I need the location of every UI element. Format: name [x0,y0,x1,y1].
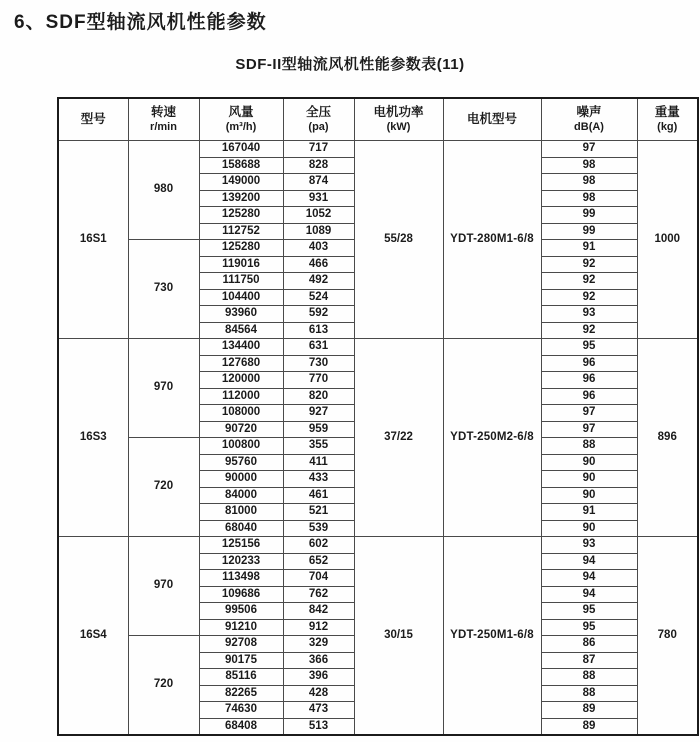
pressure-cell: 704 [283,570,354,587]
speed-cell: 980 [128,141,199,240]
pressure-cell: 403 [283,240,354,257]
col-header-pressure [283,98,354,141]
noise-cell: 88 [541,438,637,455]
col-header-label: 转速 [150,105,176,120]
col-header-speed [128,98,199,141]
pressure-cell: 874 [283,174,354,191]
motor-power-cell: 55/28 [354,141,443,339]
airflow-cell: 74630 [199,702,283,719]
noise-cell: 88 [541,669,637,686]
noise-cell: 93 [541,306,637,323]
pressure-cell: 592 [283,306,354,323]
pressure-cell: 473 [283,702,354,719]
pressure-cell: 652 [283,553,354,570]
airflow-cell: 95760 [199,454,283,471]
col-header-weight [637,98,698,141]
noise-cell: 87 [541,652,637,669]
speed-cell: 970 [128,339,199,438]
airflow-cell: 120233 [199,553,283,570]
motor-power-cell: 30/15 [354,537,443,736]
pressure-cell: 820 [283,388,354,405]
pressure-cell: 927 [283,405,354,422]
airflow-cell: 90720 [199,421,283,438]
noise-cell: 97 [541,141,637,158]
noise-cell: 89 [541,702,637,719]
airflow-cell: 91210 [199,619,283,636]
airflow-cell: 68040 [199,520,283,537]
pressure-cell: 466 [283,256,354,273]
airflow-cell: 108000 [199,405,283,422]
pressure-cell: 828 [283,157,354,174]
noise-cell: 96 [541,372,637,389]
motor-model-cell: YDT-250M2-6/8 [443,339,541,537]
airflow-cell: 134400 [199,339,283,356]
weight-cell: 1000 [637,141,698,339]
col-header-sub: r/min [150,121,177,134]
noise-cell: 94 [541,570,637,587]
noise-cell: 86 [541,636,637,653]
airflow-cell: 81000 [199,504,283,521]
weight-cell: 780 [637,537,698,736]
noise-cell: 95 [541,339,637,356]
pressure-cell: 842 [283,603,354,620]
table-row [58,537,698,554]
pressure-cell: 433 [283,471,354,488]
noise-cell: 97 [541,405,637,422]
airflow-cell: 90000 [199,471,283,488]
airflow-cell: 68408 [199,718,283,735]
airflow-cell: 111750 [199,273,283,290]
fan-parameters-table [57,97,699,736]
col-header-label: 全压 [305,105,331,120]
noise-cell: 91 [541,240,637,257]
airflow-cell: 125280 [199,207,283,224]
col-header-motor-power [354,98,443,141]
noise-cell: 88 [541,685,637,702]
pressure-cell: 366 [283,652,354,669]
noise-cell: 92 [541,289,637,306]
model-cell: 16S4 [58,537,128,736]
noise-cell: 92 [541,322,637,339]
airflow-cell: 113498 [199,570,283,587]
pressure-cell: 631 [283,339,354,356]
motor-power-cell: 37/22 [354,339,443,537]
noise-cell: 99 [541,207,637,224]
pressure-cell: 717 [283,141,354,158]
col-header-sub: (kg) [657,121,678,134]
airflow-cell: 112752 [199,223,283,240]
noise-cell: 96 [541,388,637,405]
airflow-cell: 84564 [199,322,283,339]
noise-cell: 90 [541,487,637,504]
noise-cell: 90 [541,520,637,537]
col-header-airflow [199,98,283,141]
pressure-cell: 355 [283,438,354,455]
pressure-cell: 396 [283,669,354,686]
pressure-cell: 931 [283,190,354,207]
airflow-cell: 99506 [199,603,283,620]
pressure-cell: 1089 [283,223,354,240]
col-header-label: 重量 [654,105,680,120]
col-header-label: 型号 [80,112,106,127]
speed-cell: 720 [128,636,199,736]
motor-model-cell: YDT-250M1-6/8 [443,537,541,736]
airflow-cell: 127680 [199,355,283,372]
noise-cell: 98 [541,190,637,207]
noise-cell: 97 [541,421,637,438]
motor-model-cell: YDT-280M1-6/8 [443,141,541,339]
noise-cell: 94 [541,553,637,570]
airflow-cell: 139200 [199,190,283,207]
pressure-cell: 492 [283,273,354,290]
noise-cell: 95 [541,603,637,620]
model-cell: 16S1 [58,141,128,339]
col-header-sub: (m³/h) [225,121,257,134]
airflow-cell: 82265 [199,685,283,702]
noise-cell: 90 [541,471,637,488]
page-title: 6、SDF型轴流风机性能参数 [14,12,267,33]
airflow-cell: 92708 [199,636,283,653]
col-header-label: 电机型号 [466,112,517,127]
pressure-cell: 461 [283,487,354,504]
airflow-cell: 119016 [199,256,283,273]
airflow-cell: 84000 [199,487,283,504]
speed-cell: 730 [128,240,199,339]
airflow-cell: 149000 [199,174,283,191]
col-header-model [58,98,128,141]
speed-cell: 720 [128,438,199,537]
noise-cell: 92 [541,256,637,273]
airflow-cell: 90175 [199,652,283,669]
noise-cell: 93 [541,537,637,554]
table-body [58,141,698,736]
model-cell: 16S3 [58,339,128,537]
table-header [58,98,698,141]
pressure-cell: 513 [283,718,354,735]
noise-cell: 89 [541,718,637,735]
pressure-cell: 770 [283,372,354,389]
noise-cell: 90 [541,454,637,471]
noise-cell: 91 [541,504,637,521]
pressure-cell: 1052 [283,207,354,224]
col-header-sub: (kW) [386,121,411,134]
airflow-cell: 100800 [199,438,283,455]
pressure-cell: 411 [283,454,354,471]
pressure-cell: 959 [283,421,354,438]
col-header-label: 噪声 [576,105,602,120]
pressure-cell: 428 [283,685,354,702]
pressure-cell: 602 [283,537,354,554]
noise-cell: 95 [541,619,637,636]
header-row [58,98,698,141]
noise-cell: 98 [541,174,637,191]
table-row [58,141,698,158]
col-header-sub: (pa) [308,121,329,134]
airflow-cell: 120000 [199,372,283,389]
noise-cell: 96 [541,355,637,372]
airflow-cell: 125156 [199,537,283,554]
col-header-sub: dB(A) [574,121,604,134]
col-header-noise [541,98,637,141]
table-title: SDF-II型轴流风机性能参数表(11) [235,56,465,73]
airflow-cell: 112000 [199,388,283,405]
noise-cell: 92 [541,273,637,290]
airflow-cell: 85116 [199,669,283,686]
airflow-cell: 104400 [199,289,283,306]
airflow-cell: 167040 [199,141,283,158]
col-header-label: 电机功率 [373,105,424,120]
weight-cell: 896 [637,339,698,537]
airflow-cell: 93960 [199,306,283,323]
col-header-label: 风量 [228,105,254,120]
table-row [58,339,698,356]
pressure-cell: 521 [283,504,354,521]
speed-cell: 970 [128,537,199,636]
airflow-cell: 158688 [199,157,283,174]
noise-cell: 99 [541,223,637,240]
noise-cell: 94 [541,586,637,603]
pressure-cell: 524 [283,289,354,306]
pressure-cell: 730 [283,355,354,372]
pressure-cell: 539 [283,520,354,537]
pressure-cell: 762 [283,586,354,603]
noise-cell: 98 [541,157,637,174]
pressure-cell: 329 [283,636,354,653]
pressure-cell: 912 [283,619,354,636]
airflow-cell: 125280 [199,240,283,257]
pressure-cell: 613 [283,322,354,339]
col-header-motor-model [443,98,541,141]
airflow-cell: 109686 [199,586,283,603]
